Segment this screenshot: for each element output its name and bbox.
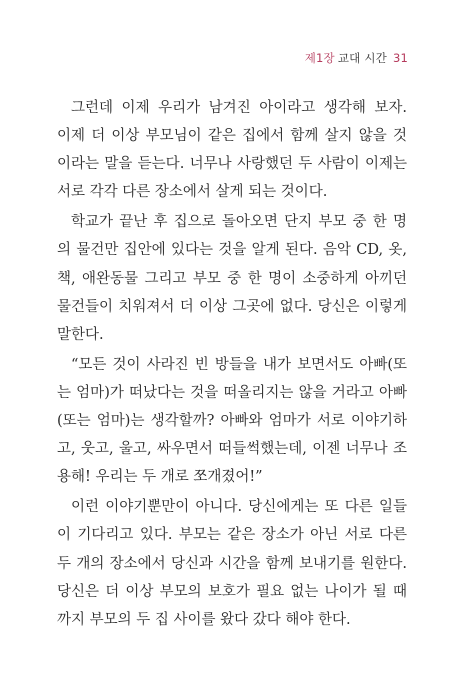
paragraph-2: [57, 208, 407, 348]
text-line: 이제 더 이상 부모님이 같은 집에서 함께 살지 않을 것: [57, 128, 407, 145]
text-line: (또는 엄마)는 생각할까? 아빠와 엄마가 서로 이야기하: [57, 413, 407, 430]
paragraph-4: [57, 493, 407, 633]
text-line: 학교가 끝난 후 집으로 돌아오면 단지 부모 중 한 명: [71, 214, 407, 231]
body-text: [57, 94, 407, 636]
text-line: 물건들이 치워져서 더 이상 그곳에 없다. 당신은 이렇게: [57, 298, 407, 315]
text-line: 서로 각각 다른 장소에서 살게 되는 것이다.: [57, 184, 328, 201]
text-line: “모든 것이 사라진 빈 방들을 내가 보면서도 아빠(또: [71, 356, 407, 373]
paragraph-1: [57, 94, 407, 206]
text-line: 이라는 말을 듣는다. 너무나 사랑했던 두 사람이 이제는: [57, 156, 407, 173]
running-header: [305, 50, 408, 66]
text-line: 책, 애완동물 그리고 부모 중 한 명이 소중하게 아끼던: [57, 270, 407, 287]
text-line: 까지 부모의 두 집 사이를 왔다 갔다 해야 한다.: [57, 611, 351, 628]
paragraph-3-quote: [57, 351, 407, 491]
text-line: 말한다.: [57, 326, 104, 343]
text-line: 의 물건만 집안에 있다는 것을 알게 된다. 음악 CD, 옷,: [57, 242, 407, 259]
text-line: 당신은 더 이상 부모의 보호가 필요 없는 나이가 될 때: [57, 583, 407, 600]
text-line: 는 엄마)가 떠났다는 것을 떠올리지는 않을 거라고 아빠: [57, 384, 407, 401]
text-line: 이런 이야기뿐만이 아니다. 당신에게는 또 다른 일들: [71, 499, 407, 516]
text-line: 두 개의 장소에서 당신과 시간을 함께 보내기를 원한다.: [57, 555, 407, 572]
section-title: 교대 시간: [337, 51, 387, 65]
text-line: 그런데 이제 우리가 남겨진 아이라고 생각해 보자.: [71, 100, 407, 116]
text-line: 고, 웃고, 울고, 싸우면서 떠들썩했는데, 이젠 너무나 조: [57, 441, 407, 458]
page-number: 31: [392, 51, 408, 65]
text-line: 용해! 우리는 두 개로 쪼개졌어!”: [57, 469, 263, 486]
chapter-label: 제1장: [304, 51, 335, 65]
text-line: 이 기다리고 있다. 부모는 같은 장소가 아닌 서로 다른: [57, 527, 407, 544]
